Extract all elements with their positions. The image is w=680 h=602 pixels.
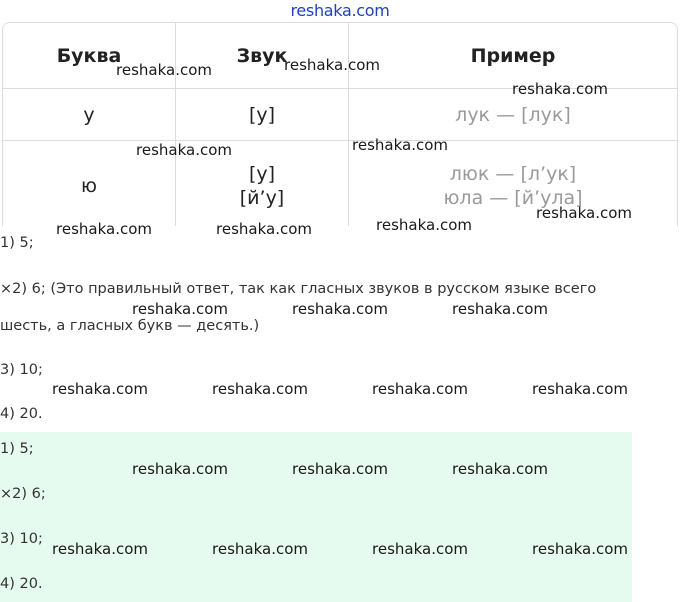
watermark: reshaka.com [216, 220, 312, 238]
cross-mark-icon: × [0, 281, 13, 297]
option-2: ×2) 6; (Это правильный ответ, так как гласных звуков в русском языке всего [0, 281, 597, 297]
cell-example: люк — [л’ук] [449, 163, 577, 185]
answer-box [0, 432, 632, 602]
answer-option-1: 1) 5; [0, 441, 34, 457]
cell-example: лук — [лук] [455, 103, 571, 126]
answer-option-3: 3) 10; [0, 531, 43, 547]
cell-example: юла — [й’ула] [443, 187, 583, 209]
watermark: reshaka.com [116, 61, 212, 79]
watermark: reshaka.com [136, 141, 232, 159]
answer-option-4: 4) 20. [0, 576, 43, 592]
watermark: reshaka.com [532, 540, 628, 558]
letters-sounds-table [2, 22, 678, 226]
watermark: reshaka.com [132, 460, 228, 478]
watermark: reshaka.com [452, 460, 548, 478]
watermark: reshaka.com [132, 300, 228, 318]
header-sound: Звук [236, 44, 288, 67]
option-2-continued: шесть, а гласных букв — десять.) [0, 318, 260, 334]
cross-mark-icon: × [0, 486, 13, 502]
cell-letter: ю [81, 175, 97, 197]
header-letter: Буква [56, 44, 122, 67]
option-1: 1) 5; [0, 235, 34, 251]
cell-sound: [й’у] [239, 187, 285, 209]
header-example: Пример [470, 44, 556, 67]
answer-option-2: ×2) 6; [0, 486, 46, 502]
watermark: reshaka.com [376, 216, 472, 234]
watermark: reshaka.com [372, 380, 468, 398]
option-4: 4) 20. [0, 406, 43, 422]
watermark: reshaka.com [284, 56, 380, 74]
cell-sound: [у] [248, 163, 276, 185]
watermark: reshaka.com [212, 380, 308, 398]
watermark: reshaka.com [292, 300, 388, 318]
site-header[interactable]: reshaka.com [290, 1, 390, 20]
watermark: reshaka.com [512, 80, 608, 98]
watermark: reshaka.com [352, 136, 448, 154]
watermark: reshaka.com [212, 540, 308, 558]
watermark: reshaka.com [452, 300, 548, 318]
option-3: 3) 10; [0, 362, 43, 378]
watermark: reshaka.com [52, 380, 148, 398]
watermark: reshaka.com [56, 220, 152, 238]
cell-sound: [у] [248, 103, 276, 126]
watermark: reshaka.com [372, 540, 468, 558]
watermark: reshaka.com [536, 204, 632, 222]
watermark: reshaka.com [532, 380, 628, 398]
watermark: reshaka.com [52, 540, 148, 558]
watermark: reshaka.com [292, 460, 388, 478]
cell-letter: у [83, 103, 95, 126]
